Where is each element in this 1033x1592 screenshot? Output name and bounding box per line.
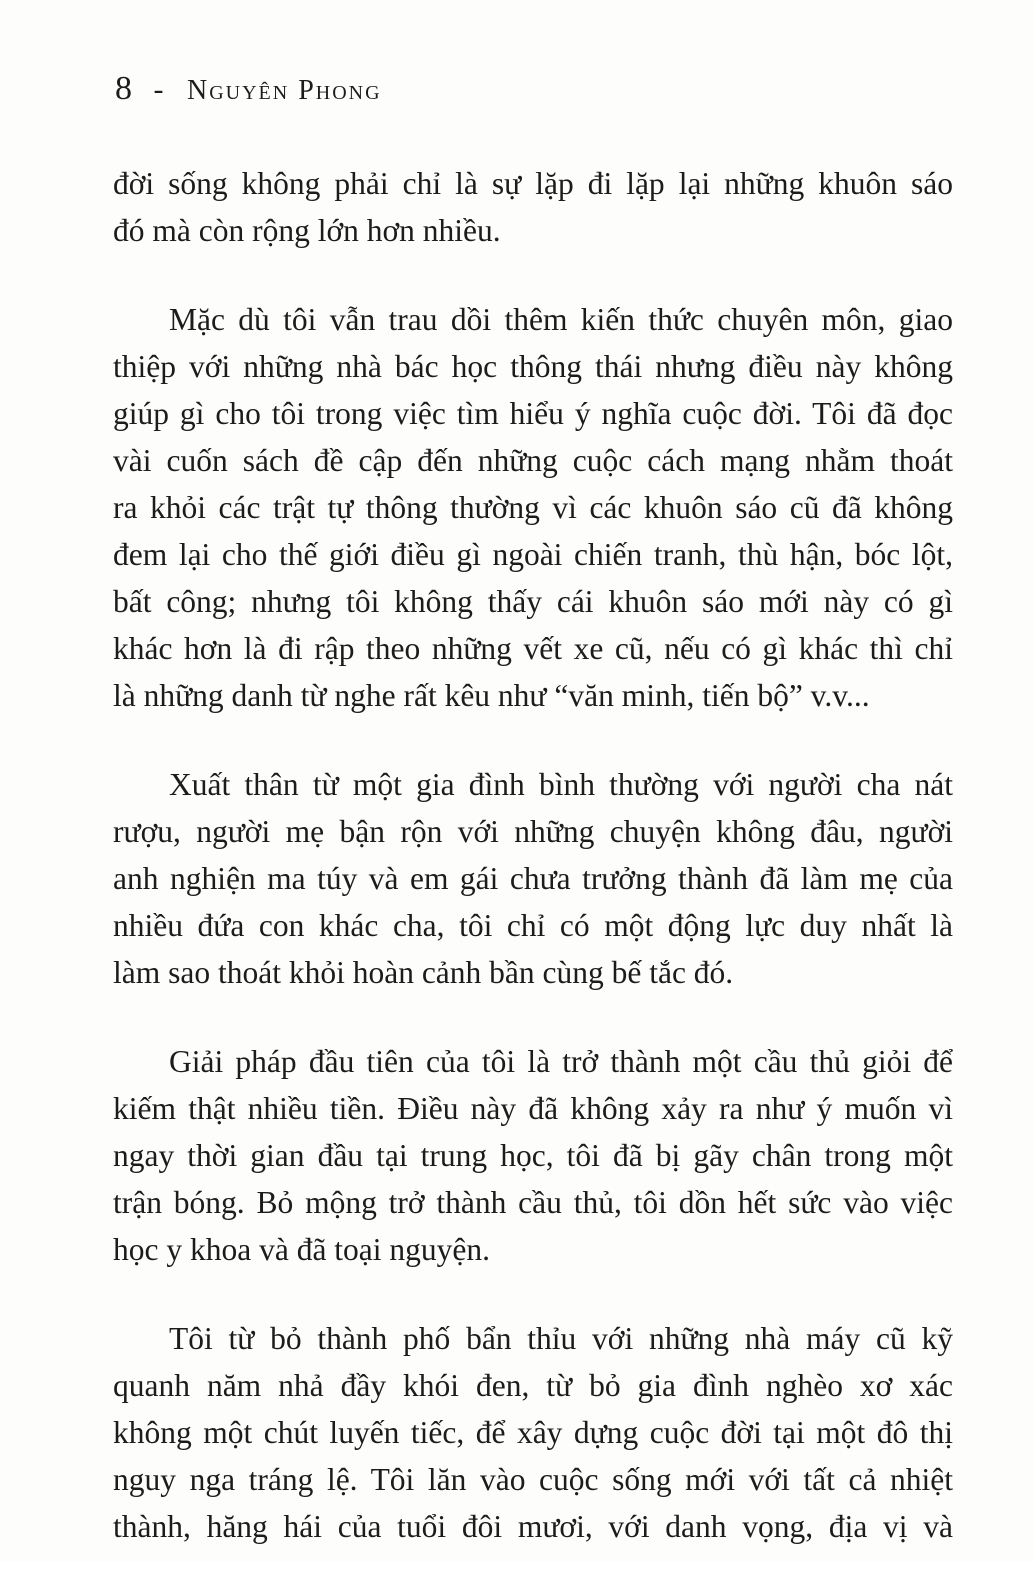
paragraph	[113, 1038, 953, 1273]
text-line: vài cuốn sách đề cập đến những cuộc cách mạng nhằm thoát	[113, 443, 953, 478]
text-line: bất công; nhưng tôi không thấy cái khuôn sáo mới này có gì	[113, 584, 953, 619]
text-line: đem lại cho thế giới điều gì ngoài chiến tranh, thù hận, bóc lột,	[113, 537, 953, 572]
body-text	[113, 160, 953, 1592]
page-number: 8	[115, 70, 133, 107]
text-line: nhiều đứa con khác cha, tôi chỉ có một động lực duy nhất là	[113, 908, 953, 943]
running-header	[115, 70, 382, 108]
paragraph	[113, 296, 953, 719]
text-line: thành, hăng hái của tuổi đôi mươi, với danh vọng, địa vị và	[113, 1509, 953, 1544]
text-line: anh nghiện ma túy và em gái chưa trưởng thành đã làm mẹ của	[113, 861, 953, 896]
text-line: học y khoa và đã toại nguyện.	[113, 1232, 491, 1267]
text-line: quanh năm nhả đầy khói đen, từ bỏ gia đình nghèo xơ xác	[113, 1368, 953, 1403]
text-line: là những danh từ nghe rất kêu như “văn minh, tiến bộ” v.v...	[113, 678, 870, 713]
paragraph	[113, 761, 953, 996]
text-line: đó mà còn rộng lớn hơn nhiều.	[113, 213, 501, 248]
text-line: Xuất thân từ một gia đình bình thường với người cha nát	[169, 767, 953, 802]
text-line: ngay thời gian đầu tại trung học, tôi đã bị gãy chân trong một	[113, 1138, 953, 1173]
header-separator: -	[153, 73, 165, 106]
text-line: ra khỏi các trật tự thông thường vì các khuôn sáo cũ đã không	[113, 490, 953, 525]
text-line: đời sống không phải chỉ là sự lặp đi lặp lại những khuôn sáo	[113, 166, 953, 201]
text-line: Giải pháp đầu tiên của tôi là trở thành một cầu thủ giỏi để	[169, 1044, 953, 1079]
text-line: làm sao thoát khỏi hoàn cảnh bần cùng bế tắc đó.	[113, 955, 734, 990]
text-line: nguy nga tráng lệ. Tôi lăn vào cuộc sống mới với tất cả nhiệt	[113, 1462, 953, 1497]
paragraph-continuation	[113, 160, 953, 254]
text-line: giúp gì cho tôi trong việc tìm hiểu ý nghĩa cuộc đời. Tôi đã đọc	[113, 396, 953, 431]
text-line: thiệp với những nhà bác học thông thái nhưng điều này không	[113, 349, 953, 384]
text-line: kiếm thật nhiều tiền. Điều này đã không xảy ra như ý muốn vì	[113, 1091, 953, 1126]
text-line: Tôi từ bỏ thành phố bẩn thỉu với những nhà máy cũ kỹ	[169, 1321, 953, 1356]
author-name: Nguyên Phong	[187, 75, 382, 106]
text-line: trận bóng. Bỏ mộng trở thành cầu thủ, tôi dồn hết sức vào việc	[113, 1185, 953, 1220]
text-line: rượu, người mẹ bận rộn với những chuyện không đâu, người	[113, 814, 953, 849]
text-line: không một chút luyến tiếc, để xây dựng cuộc đời tại một đô thị	[113, 1415, 953, 1450]
text-line: Mặc dù tôi vẫn trau dồi thêm kiến thức chuyên môn, giao	[169, 302, 953, 337]
text-line: khác hơn là đi rập theo những vết xe cũ, nếu có gì khác thì chỉ	[113, 631, 953, 666]
paragraph	[113, 1315, 953, 1550]
